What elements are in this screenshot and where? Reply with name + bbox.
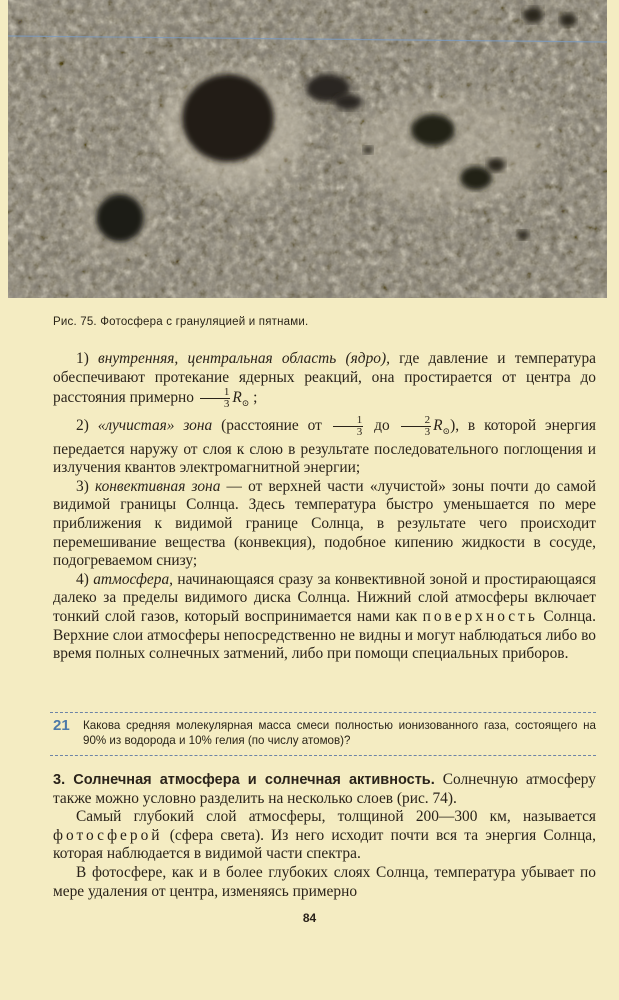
section-intro: 3. Солнечная атмосфера и солнечная активность. Солнечную атмосферу также можно условно разделить на несколько слоев (рис. 74). bbox=[53, 771, 596, 807]
list-number: 1) bbox=[76, 350, 89, 367]
question-text: Какова средняя молекулярная масса смеси полностью ионизованного газа, состоящего на 90% из водорода и 10% гелия (по числу атомов)? bbox=[83, 719, 596, 747]
question-bottom-rule bbox=[50, 755, 596, 756]
question-number: 21 bbox=[53, 717, 70, 734]
fraction-two-thirds: $\frac{2}{3}$ bbox=[401, 415, 432, 438]
page-number: 84 bbox=[302, 911, 317, 925]
solar-radius-symbol: $R_⊙$ bbox=[232, 389, 250, 409]
photosphere-image bbox=[8, 0, 607, 298]
list-item-convective-zone: 3) конвективная зона — от верхней части «лучистой» зоны почти до самой видимой границы Солнца. Здесь температура быстро уменьшается по мере приближения к видимой границе Солнца, в результате чего происходит перемешивание вещества (конвекция), подобное кипению жидкости в сосуде, подогреваемом снизу; bbox=[53, 477, 596, 570]
photosphere-photo bbox=[8, 0, 607, 298]
fraction-one-third: $\frac{1}{3}$ bbox=[200, 387, 231, 410]
solar-radius-symbol: $R_⊙$ bbox=[433, 416, 451, 436]
fraction-one-third: $\frac{1}{3}$ bbox=[333, 415, 364, 438]
list-number: 4) bbox=[76, 570, 89, 588]
list-item-radiative-zone: 2) «лучистая» зона (расстояние от $\frac{1}{3}$ до $\frac{2}{3}$ $R_⊙$), в которой энергия передается наружу от слоя к слою в результате последовательного поглощения и излучения квантов электромагнитной энергии; bbox=[53, 413, 597, 477]
question-top-rule bbox=[50, 712, 596, 713]
core-description: где давление и температура обеспечивают протекание ядерных реакций, она простирается от центра до расстояния примерно bbox=[53, 350, 596, 407]
exercise-question bbox=[53, 718, 596, 748]
list-item-core: 1) внутренняя, центральная область (ядро), где давление и температура обеспечивают протекание ядерных реакций, она простирается от центра до расстояния примерно $\frac{1}{3}$ $R_⊙$ ; bbox=[53, 350, 596, 411]
sunspot-round bbox=[96, 194, 144, 242]
section-paragraph-photosphere: Самый глубокий слой атмосферы, толщиной 200—300 км, называется фотосферой (сфера света). Из него исходит почти вся та энергия Солнца, которая наблюдается в видимой части спектра. bbox=[53, 808, 596, 863]
sun-structure-list bbox=[53, 350, 596, 664]
list-number: 3) bbox=[76, 477, 89, 495]
section-paragraph-temperature: В фотосфере, как и в более глубоких слоях Солнца, температура убывает по мере удаления от центра, изменяясь примерно bbox=[53, 863, 596, 900]
term-core: внутренняя, центральная область (ядро), bbox=[98, 350, 390, 367]
list-item-atmosphere: 4) атмосфера, начинающаяся сразу за конвективной зоной и простирающаяся далеко за пределы видимого диска Солнца. Нижний слой атмосферы включает тонкий слой газов, который воспринимается нами как поверхность Солнца. Верхние слои атмосферы непосредственно не видны и могут наблюдаться либо во время полных солнечных затмений, либо при помощи специальных приборов. bbox=[53, 570, 596, 663]
list-number: 2) bbox=[76, 416, 89, 434]
section-title: 3. Солнечная атмосфера и солнечная активность. bbox=[53, 772, 435, 788]
section-solar-atmosphere bbox=[53, 771, 596, 901]
sunspot-large bbox=[182, 74, 274, 162]
figure-caption: Рис. 75. Фотосфера с грануляцией и пятнами. bbox=[53, 316, 309, 328]
term-convective-zone: конвективная зона bbox=[94, 477, 221, 495]
spaced-term-surface: поверхность bbox=[422, 607, 538, 625]
term-atmosphere: атмосфера, bbox=[93, 570, 173, 588]
term-radiative-zone: «лучистая» зона bbox=[97, 416, 213, 434]
spaced-term-photosphere: фотосферой bbox=[53, 826, 163, 844]
